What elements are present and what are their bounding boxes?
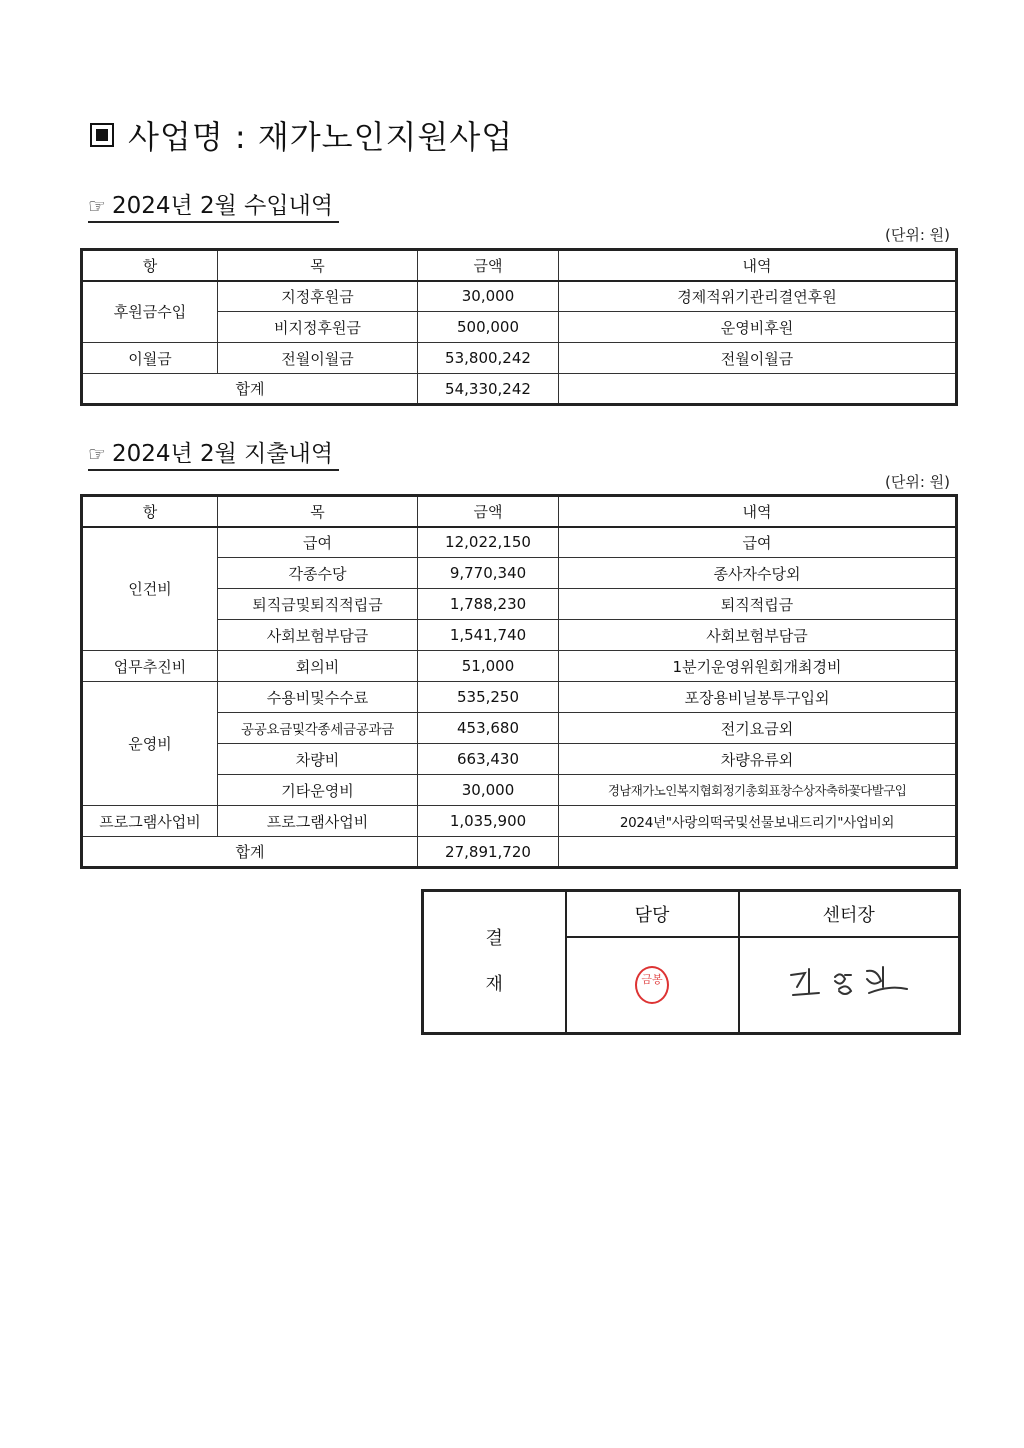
amount-cell: 535,250 [418,682,559,713]
header-mok: 목 [218,250,418,281]
table-row [82,527,957,558]
approval-col-director: 센터장 [739,891,960,937]
mok-cell: 프로그램사업비 [218,806,418,837]
header-amount: 금액 [418,496,559,527]
amount-cell: 453,680 [418,713,559,744]
hang-cell: 업무추진비 [82,651,218,682]
amount-cell: 53,800,242 [418,343,559,374]
amount-cell: 9,770,340 [418,558,559,589]
total-amount: 54,330,242 [418,374,559,405]
table-header-row [82,496,957,527]
amount-cell: 1,541,740 [418,620,559,651]
mok-cell: 비지정후원금 [218,312,418,343]
mok-cell: 차량비 [218,744,418,775]
header-desc: 내역 [559,496,957,527]
header-amount: 금액 [418,250,559,281]
desc-cell: 급여 [559,527,957,558]
mok-cell: 전월이월금 [218,343,418,374]
total-desc [559,374,957,405]
hang-cell: 후원금수입 [82,281,218,343]
table-row [82,651,957,682]
hang-cell: 이월금 [82,343,218,374]
desc-cell: 차량유류외 [559,744,957,775]
amount-cell: 663,430 [418,744,559,775]
mok-cell: 회의비 [218,651,418,682]
header-desc: 내역 [559,250,957,281]
table-header-row [82,250,957,281]
income-unit: (단위: 원) [885,226,950,244]
income-heading: ☞ 2024년 2월 수입내역 [88,187,339,223]
amount-cell: 30,000 [418,775,559,806]
pointing-hand-icon: ☞ [88,194,106,218]
mok-cell: 기타운영비 [218,775,418,806]
expense-table [80,494,958,869]
expense-unit: (단위: 원) [885,473,950,491]
header-hang: 항 [82,496,218,527]
desc-cell: 사회보험부담금 [559,620,957,651]
desc-cell: 운영비후원 [559,312,957,343]
mok-cell: 급여 [218,527,418,558]
header-mok: 목 [218,496,418,527]
mok-cell: 공공요금및각종세금공과금 [218,713,418,744]
staff-seal-cell [566,937,739,1034]
income-table [80,248,958,406]
table-row [82,281,957,312]
mok-cell: 수용비및수수료 [218,682,418,713]
approval-box [421,889,961,1035]
amount-cell: 1,788,230 [418,589,559,620]
table-row [82,806,957,837]
handwritten-signature [779,957,919,1007]
title-text: 사업명 : 재가노인지원사업 [128,118,514,156]
red-seal-stamp: 금봉 [635,966,669,1004]
director-signature-cell [739,937,960,1034]
desc-cell: 포장용비닐봉투구입외 [559,682,957,713]
approval-label-2: 재 [485,974,503,995]
desc-cell: 퇴직적립금 [559,589,957,620]
desc-cell: 경남재가노인복지협회정기총회표창수상자축하꽃다발구입 [559,775,957,806]
hang-cell: 인건비 [82,527,218,651]
desc-cell: 전기요금외 [559,713,957,744]
desc-cell: 2024년"사랑의떡국및선물보내드리기"사업비외 [559,806,957,837]
total-label: 합계 [82,374,418,405]
desc-cell: 종사자수당외 [559,558,957,589]
pointing-hand-icon: ☞ [88,442,106,466]
amount-cell: 1,035,900 [418,806,559,837]
amount-cell: 51,000 [418,651,559,682]
total-label: 합계 [82,837,418,868]
total-row [82,837,957,868]
desc-cell: 경제적위기관리결연후원 [559,281,957,312]
mok-cell: 퇴직금및퇴직적립금 [218,589,418,620]
amount-cell: 12,022,150 [418,527,559,558]
hang-cell: 프로그램사업비 [82,806,218,837]
approval-label-1: 결 [485,928,503,949]
hang-cell: 운영비 [82,682,218,806]
approval-col-staff: 담당 [566,891,739,937]
desc-cell: 전월이월금 [559,343,957,374]
total-row [82,374,957,405]
square-bullet-icon [90,123,114,147]
desc-cell: 1분기운영위원회개최경비 [559,651,957,682]
total-amount: 27,891,720 [418,837,559,868]
amount-cell: 500,000 [418,312,559,343]
mok-cell: 각종수당 [218,558,418,589]
amount-cell: 30,000 [418,281,559,312]
table-row [82,343,957,374]
table-row [82,682,957,713]
expense-heading: ☞ 2024년 2월 지출내역 [88,435,339,471]
page-title [90,112,513,158]
header-hang: 항 [82,250,218,281]
total-desc [559,837,957,868]
approval-label [423,891,566,1034]
mok-cell: 사회보험부담금 [218,620,418,651]
mok-cell: 지정후원금 [218,281,418,312]
